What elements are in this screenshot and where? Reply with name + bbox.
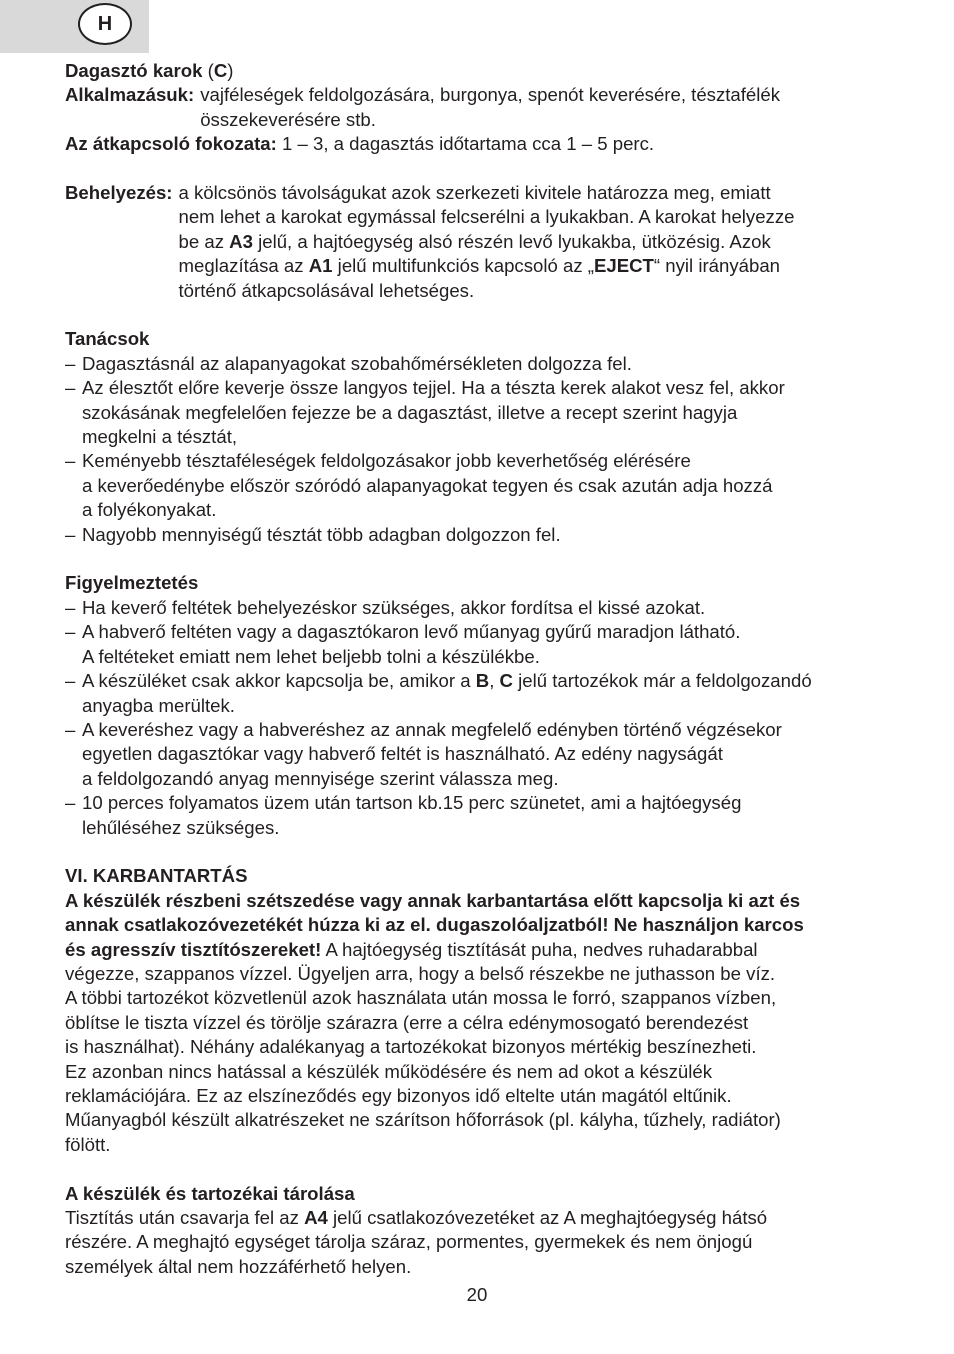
tips-heading: Tanácsok (65, 328, 150, 350)
usage-label: Alkalmazásuk: (65, 84, 195, 106)
maintenance-section: VI. KARBANTARTÁS A készülék részbeni szétszedése vagy annak karbantartása előtt kapcsolja ki azt és annak csatlakozóvezetékét húzza ki az el. dugaszolóaljzatból! Ne használjon karcos és agresszív tisztítószereket! A hajtóegység tisztítását puha, nedves ruhadarabbal végezze, szappanos vízzel. Ügyeljen arra, hogy a belső részekbe ne juthasson be víz. A többi tartozékot közvetlenül azok használata után mossa le forró, szappanos vízben, öblítse le tiszta vízzel és törölje szárazra (erre a célra edénymosogató berendezést is használhat). Néhány adalékanyag a tartozékokat bizonyos mértékig beszínezheti. Ez azonban nincs hatással a készülék működésére és nem ad okot a készülék reklamációjára. Ez az elszíneződés egy bizonyos idő eltelte után magától eltűnik. Műanyagból készült alkatrészeket ne szárítson hőforrások (pl. kályha, tűzhely, radiátor) fölött. (65, 864, 905, 1157)
usage-definition: Alkalmazásuk: vajféleségek feldolgozására, burgonya, spenót keverésére, tésztafélék összekeverésére stb. (65, 83, 905, 132)
list-item: – 10 perces folyamatos üzem után tartson kb.15 perc szünetet, ami a hajtóegység lehűléséhez szükséges. (65, 792, 742, 838)
list-item: – Dagasztásnál az alapanyagokat szobahőmérsékleten dolgozza fel. (65, 352, 632, 374)
warning-section (65, 571, 905, 839)
language-badge: H (78, 3, 132, 45)
insertion-section: Behelyezés: a kölcsönös távolságukat azok szerkezeti kivitele határozza meg, emiatt nem lehet a karokat egymással felcserélni a lyukakban. A karokat helyezze be az A3 jelű, a hajtóegység alsó részén levő lyukakba, ütközésig. Azok meglazítása az A1 jelű multifunkciós kapcsoló az „EJECT“ nyil irányában történő átkapcsolásával lehetséges. (65, 181, 905, 303)
kneading-section (65, 59, 905, 157)
document-body (65, 59, 905, 1279)
list-item: – A készüléket csak akkor kapcsolja be, amikor a B, C jelű tartozékok már a feldolgozandó anyagba merültek. (65, 670, 812, 716)
list-item: – Nagyobb mennyiségű tésztát több adagban dolgozzon fel. (65, 523, 561, 545)
kneading-heading: Dagasztó karok (C) (65, 60, 234, 81)
language-tab (0, 0, 149, 53)
list-item: – Ha keverő feltétek behelyezéskor szükséges, akkor fordítsa el kissé azokat. (65, 596, 706, 618)
list-item: – Keményebb tésztaféleségek feldolgozásakor jobb keverhetőség elérésére a keverőedénybe először szóródó alapanyagokat tegyen és csak azután adja hozzá a folyékonyakat. (65, 450, 773, 521)
maintenance-heading: VI. KARBANTARTÁS (65, 865, 248, 887)
list-item: – A habverő feltéten vagy a dagasztókaron levő műanyag gyűrű maradjon látható. A feltéteket emiatt nem lehet beljebb tolni a készülékbe. (65, 621, 741, 667)
page-number: 20 (466, 1284, 488, 1305)
storage-heading: A készülék és tartozékai tárolása (65, 1182, 355, 1204)
list-item: – Az élesztőt előre keverje össze langyos tejjel. Ha a tészta kerek alakot vesz fel, akkor szokásának megfelelően fejezze be a dagasztást, illetve a recept szerint hagyja megkelni a tésztát, (65, 377, 785, 448)
insertion-label: Behelyezés: (65, 182, 173, 204)
list-item: – A keveréshez vagy a habveréshez az annak megfelelő edényben történő végzésekor egyetlen dagasztókar vagy habverő feltét is használható. Az edény nagyságát a feldolgozandó anyag mennyisége szerint válassza meg. (65, 718, 782, 789)
tips-section (65, 327, 905, 547)
storage-section: A készülék és tartozékai tárolása Tisztítás után csavarja fel az A4 jelű csatlakozóvezetéket az A meghajtóegység hátsó részére. A meghajtó egységet tárolja száraz, pormentes, gyermekek és nem önjogú személyek által nem hozzáférhető helyen. (65, 1182, 905, 1280)
warning-heading: Figyelmeztetés (65, 572, 199, 594)
speed-setting: Az átkapcsoló fokozata: 1 – 3, a dagasztás időtartama cca 1 – 5 perc. (65, 133, 655, 155)
